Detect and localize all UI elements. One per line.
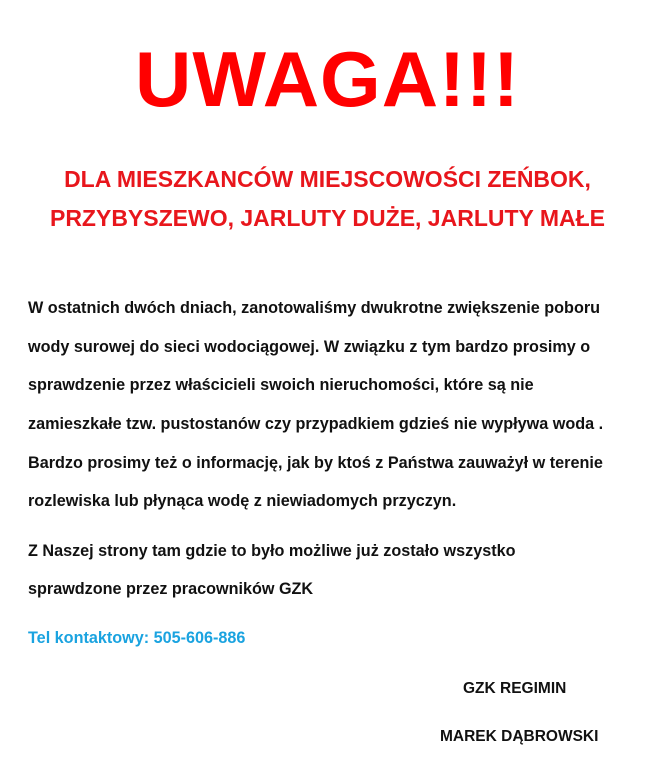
subtitle-line-1: DLA MIESZKANCÓW MIEJSCOWOŚCI ZEŃBOK, xyxy=(64,166,591,192)
signature-name: MAREK DĄBROWSKI xyxy=(440,728,599,745)
paragraph-1-line-5: Bardzo prosimy też o informację, jak by ktoś z Państwa zauważył w terenie xyxy=(28,454,603,472)
notice-title: UWAGA!!! xyxy=(135,35,520,123)
contact-phone: Tel kontaktowy: 505-606-886 xyxy=(28,629,246,647)
paragraph-2-line-2: sprawdzone przez pracowników GZK xyxy=(28,580,314,598)
signature-organization: GZK REGIMIN xyxy=(463,680,567,697)
paragraph-1-line-2: wody surowej do sieci wodociągowej. W związku z tym bardzo prosimy o xyxy=(28,338,591,356)
paragraph-1-line-1: W ostatnich dwóch dniach, zanotowaliśmy dwukrotne zwiększenie poboru xyxy=(28,299,601,317)
paragraph-1-line-4: zamieszkałe tzw. pustostanów czy przypadkiem gdzieś nie wypływa woda . xyxy=(28,415,604,433)
paragraph-2-line-1: Z Naszej strony tam gdzie to było możliwe już zostało wszystko xyxy=(28,542,516,560)
subtitle-line-2: PRZYBYSZEWO, JARLUTY DUŻE, JARLUTY MAŁE xyxy=(49,205,606,231)
paragraph-1-line-6: rozlewiska lub płynąca wodę z niewiadomych przyczyn. xyxy=(28,492,457,510)
paragraph-1-line-3: sprawdzenie przez właścicieli swoich nieruchomości, które są nie xyxy=(28,376,534,394)
